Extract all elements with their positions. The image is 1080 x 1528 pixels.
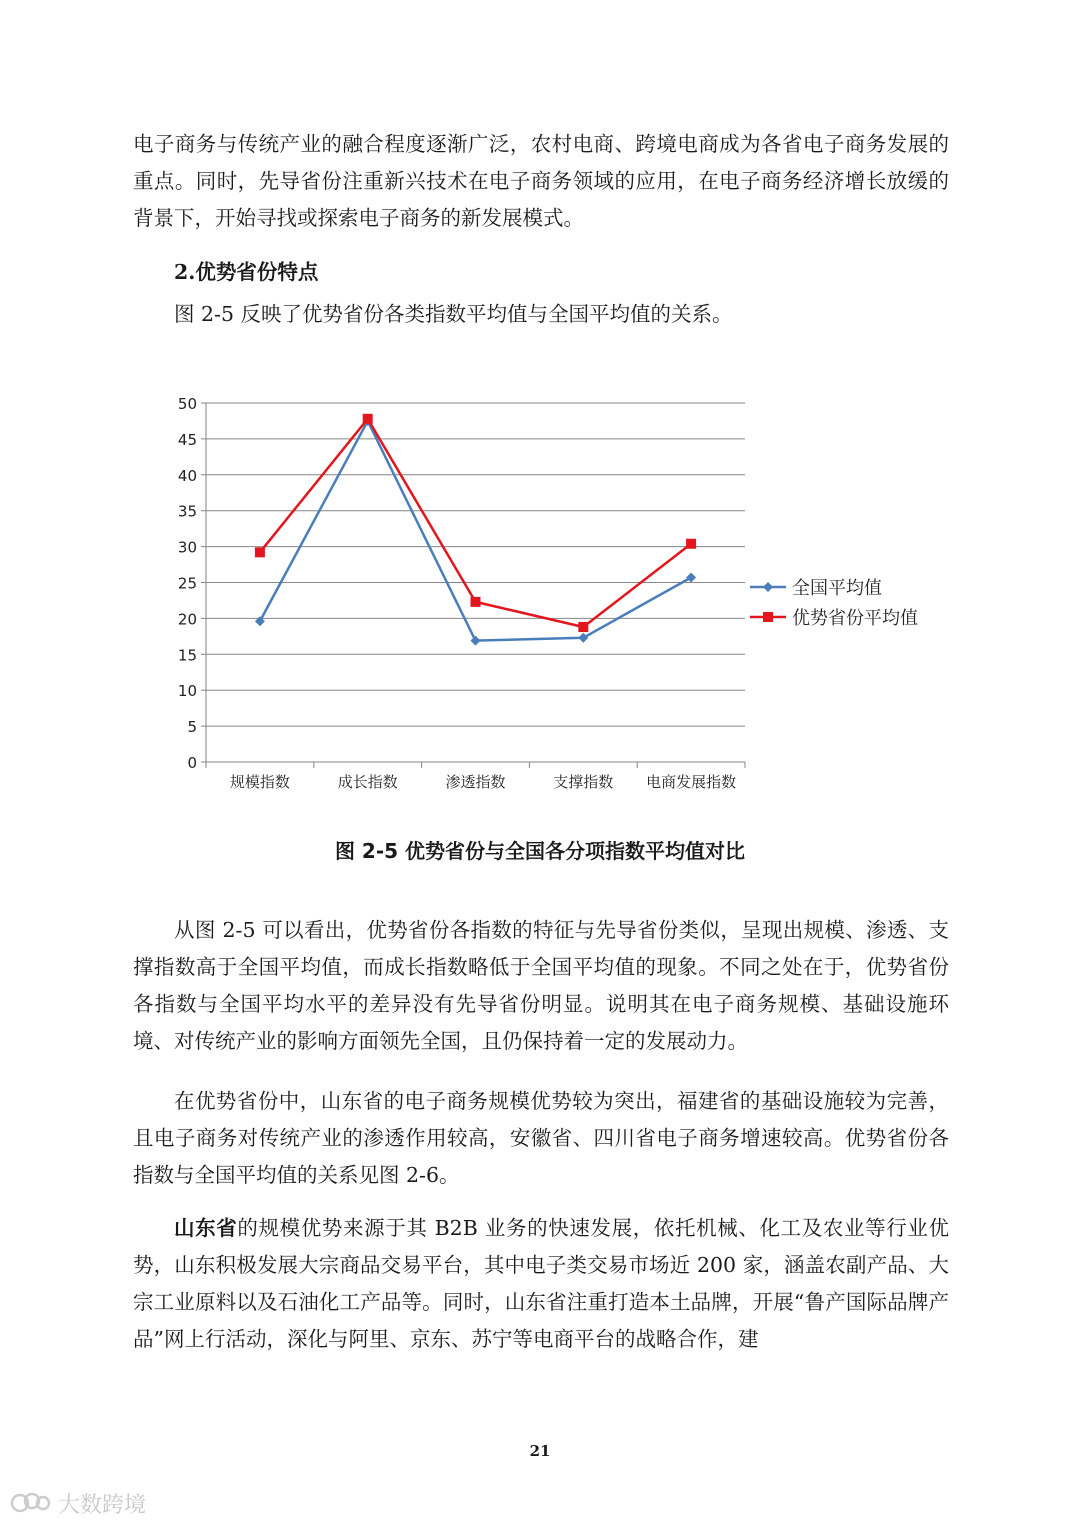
legend-label: 优势省份平均值 (792, 608, 918, 629)
line-chart (170, 385, 950, 805)
paragraph-analysis: 从图 2-5 可以看出，优势省份各指数的特征与先导省份类似，呈现出规模、渗透、支撑指数高于全国平均值，而成长指数略低于全国平均值的现象。不同之处在于，优势省份各指数与全国平均水平的差异没有先导省份明显。说明其在电子商务规模、基础设施环境、对传统产业的影响方面领先全国，且仍保持着一定的发展动力。 (133, 918, 949, 1053)
data-point-square (363, 414, 373, 424)
data-point-square (578, 622, 588, 632)
chart-svg (170, 385, 950, 805)
y-tick-label: 35 (177, 502, 197, 521)
section-heading: 2.优势省份特点 (174, 260, 319, 284)
series-line (260, 421, 691, 641)
x-tick-label: 规模指数 (229, 773, 290, 791)
figure-caption: 图 2-5 优势省份与全国各分项指数平均值对比 (334, 839, 746, 863)
x-tick-label: 成长指数 (337, 773, 398, 791)
y-tick-label: 25 (177, 574, 197, 593)
paragraph-intro: 电子商务与传统产业的融合程度逐渐广泛，农村电商、跨境电商成为各省电子商务发展的重点。同时，先导省份注重新兴技术在电子商务领域的应用，在电子商务经济增长放缓的背景下，开始寻找或探索电子商务的新发展模式。 (133, 132, 949, 230)
data-point-square (471, 597, 481, 607)
series-line (260, 419, 691, 627)
paragraph-provinces: 在优势省份中，山东省的电子商务规模优势较为突出，福建省的基础设施较为完善，且电子商务对传统产业的渗透作用较高，安徽省、四川省电子商务增速较高。优势省份各指数与全国平均值的关系见图 2-6。 (133, 1089, 949, 1187)
x-tick-label: 支撑指数 (553, 773, 614, 791)
watermark-text: 大数跨境 (58, 1492, 147, 1518)
paragraph-shandong (133, 1210, 949, 1358)
data-point-diamond (471, 636, 481, 646)
y-tick-label: 0 (187, 754, 197, 772)
legend-marker-square (763, 612, 773, 622)
watermark-logo-icon (10, 1490, 52, 1516)
y-tick-label: 15 (177, 646, 197, 665)
x-tick-label: 渗透指数 (445, 773, 506, 791)
x-tick-label: 电商发展指数 (646, 773, 737, 791)
data-point-diamond (686, 572, 696, 582)
y-tick-label: 40 (177, 466, 197, 485)
y-tick-label: 20 (177, 610, 197, 629)
y-tick-label: 50 (177, 395, 197, 413)
shandong-bold: 山东省 (174, 1216, 238, 1240)
watermark (10, 1486, 146, 1520)
y-tick-label: 10 (177, 682, 197, 701)
data-point-square (255, 547, 265, 557)
data-point-square (686, 539, 696, 549)
page-number: 21 (529, 1442, 551, 1460)
y-tick-label: 45 (177, 430, 197, 449)
legend-label: 全国平均值 (792, 578, 882, 599)
y-tick-label: 30 (177, 538, 197, 557)
data-point-diamond (578, 633, 588, 643)
data-point-diamond (255, 616, 265, 626)
y-tick-label: 5 (187, 718, 197, 737)
shandong-text: 的规模优势来源于其 B2B 业务的快速发展，依托机械、化工及农业等行业优势，山东积极发展大宗商品交易平台，其中电子类交易市场近 200 家，涵盖农副产品、大宗工业原料以及石油化工产品等。同时，山东省注重打造本土品牌，开展“鲁产国际品牌产品”网上行活动，深化与阿里、京东、苏宁等电商平台的战略合作，建 (133, 1216, 950, 1351)
paragraph-figure-intro: 图 2-5 反映了优势省份各类指数平均值与全国平均值的关系。 (174, 302, 733, 326)
legend-marker-diamond (763, 582, 773, 592)
